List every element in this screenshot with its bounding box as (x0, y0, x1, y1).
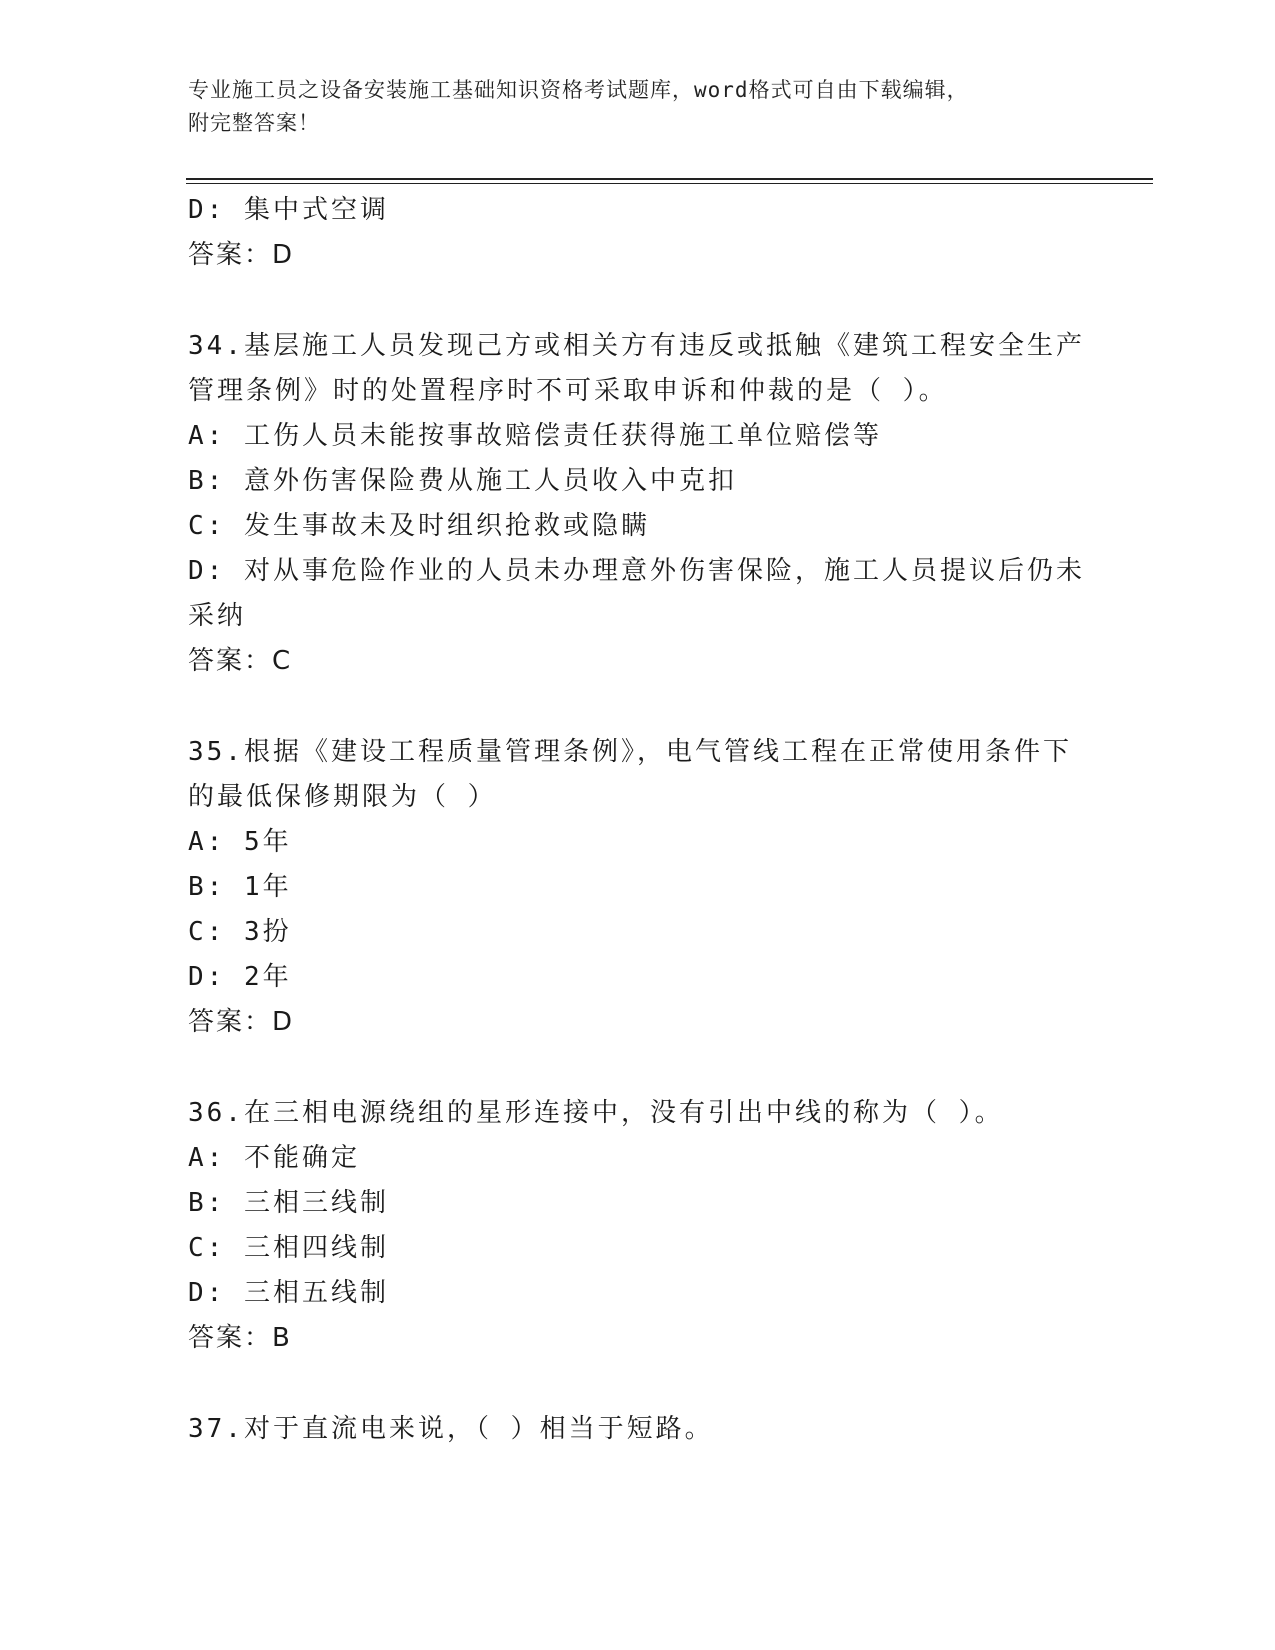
option-d: D: 对从事危险作业的人员未办理意外伤害保险，施工人员提议后仍未 (188, 556, 1085, 586)
question-37 (188, 1407, 1088, 1452)
question-stem-cont: 的最低保修期限为（ ） (188, 782, 497, 812)
option-c: C: 发生事故未及时组织抢救或隐瞒 (188, 511, 650, 541)
document-header (188, 74, 1088, 140)
question-stem: 36.在三相电源绕组的星形连接中，没有引出中线的称为（ ）。 (188, 1098, 1004, 1128)
question-stem: 34.基层施工人员发现己方或相关方有违反或抵触《建筑工程安全生产 (188, 331, 1085, 361)
answer: 答案：D (188, 240, 295, 270)
header-line-1: 专业施工员之设备安装施工基础知识资格考试题库，word格式可自由下载编辑， (188, 78, 969, 102)
question-stem-cont: 管理条例》时的处置程序时不可采取申诉和仲裁的是（ ）。 (188, 376, 948, 406)
answer: 答案：D (188, 1007, 295, 1037)
option-a: A: 不能确定 (188, 1143, 360, 1173)
question-35 (188, 730, 1088, 1045)
answer: 答案：C (188, 646, 293, 676)
option-c: C: 三相四线制 (188, 1233, 389, 1263)
option-a: A: 5年 (188, 827, 292, 857)
option-b: B: 意外伤害保险费从施工人员收入中克扣 (188, 466, 737, 496)
question-33 (188, 188, 1088, 278)
option-d-cont: 采纳 (188, 601, 247, 631)
question-stem: 35.根据《建设工程质量管理条例》，电气管线工程在正常使用条件下 (188, 737, 1072, 767)
option-d: D: 2年 (188, 962, 292, 992)
answer: 答案：B (188, 1323, 292, 1353)
question-list (188, 188, 1088, 1452)
option-c: C: 3扮 (188, 917, 292, 947)
question-36 (188, 1091, 1088, 1361)
option-b: B: 1年 (188, 872, 292, 902)
header-line-2: 附完整答案！ (188, 111, 320, 135)
question-34 (188, 324, 1088, 684)
header-rule-thin (186, 183, 1153, 184)
option-b: B: 三相三线制 (188, 1188, 389, 1218)
header-rule-thick (186, 178, 1153, 180)
option-d: D: 集中式空调 (188, 195, 389, 225)
option-a: A: 工伤人员未能按事故赔偿责任获得施工单位赔偿等 (188, 421, 882, 451)
question-stem: 37.对于直流电来说，（ ）相当于短路。 (188, 1414, 714, 1444)
option-d: D: 三相五线制 (188, 1278, 389, 1308)
